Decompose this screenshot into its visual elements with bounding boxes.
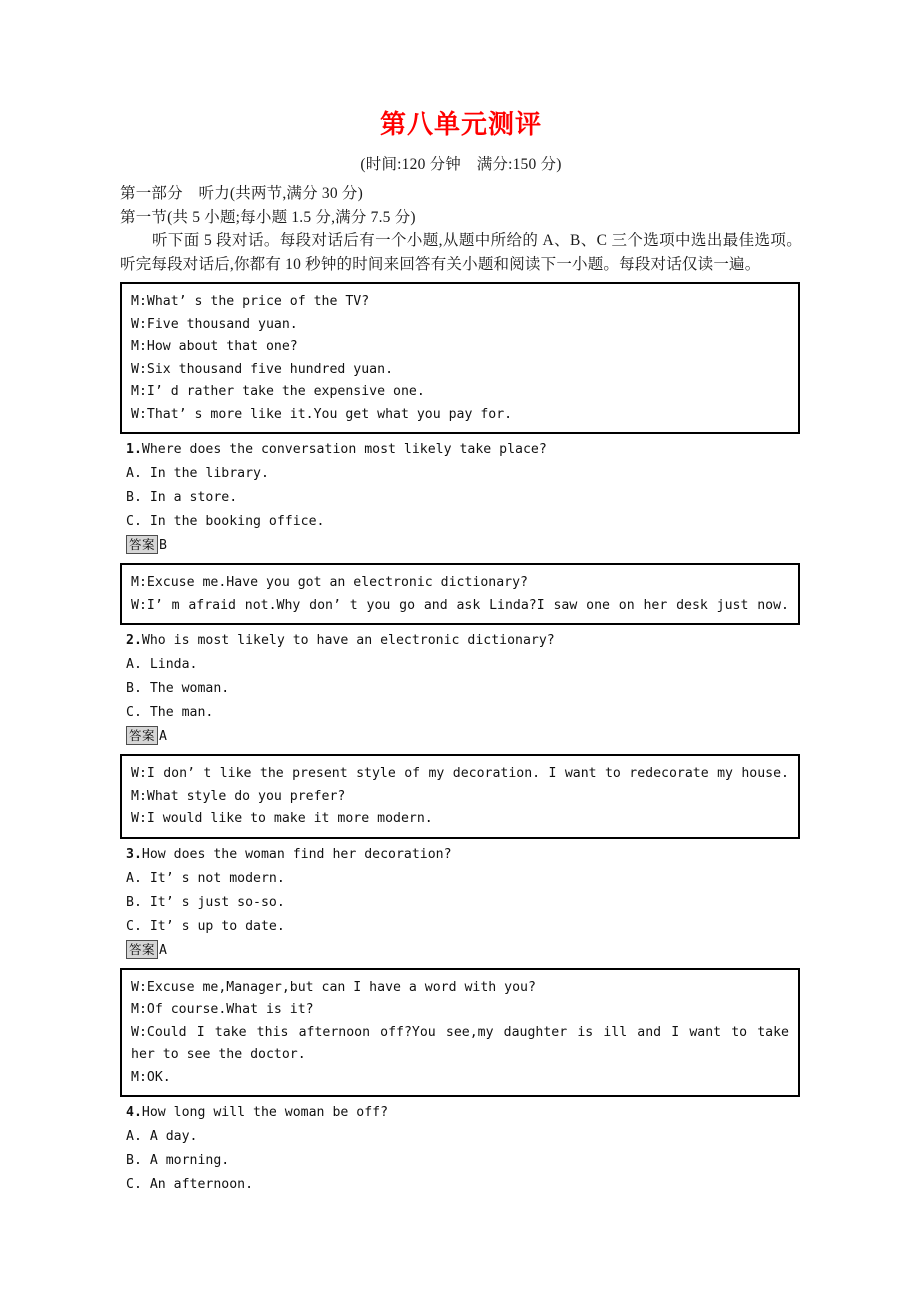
question-text: How long will the woman be off? bbox=[141, 1105, 389, 1120]
dialogue-line: W:Six thousand five hundred yuan. bbox=[131, 361, 394, 377]
listening-instructions: 听下面 5 段对话。每段对话后有一个小题,从题中所给的 A、B、C 三个选项中选出最佳选项。听完每段对话后,你都有 10 秒钟的时间来回答有关小题和阅读下一小题。每段对话仅读一遍。 bbox=[120, 232, 802, 273]
question-stem bbox=[126, 843, 802, 867]
dialogue-box bbox=[120, 968, 800, 1098]
dialogue-line: W:That’ s more like it.You get what you pay for. bbox=[131, 406, 513, 422]
question-number: 2. bbox=[126, 633, 142, 648]
question-option[interactable]: C. It’ s up to date. bbox=[126, 918, 285, 934]
dialogue-box bbox=[120, 754, 800, 839]
answer-label-badge: 答案 bbox=[126, 940, 158, 959]
question-number: 4. bbox=[126, 1105, 142, 1120]
question-option[interactable]: B. In a store. bbox=[126, 490, 238, 505]
question-option[interactable]: A. Linda. bbox=[126, 657, 198, 672]
question-number: 3. bbox=[126, 846, 142, 862]
page-title: 第八单元测评 bbox=[379, 110, 542, 140]
dialogue-line: W:I don’ t like the present style of my decoration. I want to redecorate my house. bbox=[131, 766, 789, 781]
part-one-heading: 第一部分 听力(共两节,满分 30 分) bbox=[120, 185, 363, 202]
exam-info: (时间:120 分钟 满分:150 分) bbox=[360, 156, 562, 173]
dialogue-line: W:Could I take this afternoon off?You see,my daughter is ill and I want to take her to see the doctor. bbox=[131, 1024, 797, 1062]
question-item bbox=[120, 843, 802, 939]
question-text: How does the woman find her decoration? bbox=[141, 846, 452, 862]
question-stem bbox=[126, 438, 802, 462]
dialogue-line: M:OK. bbox=[131, 1069, 171, 1085]
answer-value: A bbox=[159, 729, 167, 744]
question-option[interactable]: A. In the library. bbox=[126, 466, 269, 481]
question-option[interactable]: C. In the booking office. bbox=[126, 514, 325, 529]
dialogue-line: M:What’ s the price of the TV? bbox=[131, 294, 370, 309]
question-number: 1. bbox=[126, 442, 142, 457]
question-option[interactable]: C. An afternoon. bbox=[126, 1177, 254, 1192]
answer-row bbox=[120, 534, 802, 557]
question-option[interactable]: B. A morning. bbox=[126, 1153, 230, 1168]
answer-row bbox=[120, 725, 802, 748]
question-text: Where does the conversation most likely take place? bbox=[141, 442, 547, 457]
question-text: Who is most likely to have an electronic dictionary? bbox=[141, 633, 555, 648]
question-item bbox=[120, 629, 802, 725]
question-option[interactable]: B. The woman. bbox=[126, 681, 230, 696]
question-option[interactable]: A. It’ s not modern. bbox=[126, 870, 285, 886]
dialogue-line: M:Excuse me.Have you got an electronic dictionary? bbox=[131, 575, 528, 590]
question-option[interactable]: A. A day. bbox=[126, 1129, 198, 1144]
dialogue-line: M:How about that one? bbox=[131, 339, 298, 354]
answer-row bbox=[120, 939, 802, 962]
dialogue-line: M:I’ d rather take the expensive one. bbox=[131, 384, 425, 399]
dialogue-line: M:What style do you prefer? bbox=[131, 788, 346, 804]
question-option[interactable]: B. It’ s just so-so. bbox=[126, 894, 285, 910]
dialogue-line: W:Five thousand yuan. bbox=[131, 316, 298, 332]
question-option[interactable]: C. The man. bbox=[126, 705, 214, 720]
question-stem bbox=[126, 629, 802, 653]
question-item bbox=[120, 1101, 802, 1197]
page-content bbox=[120, 108, 802, 1197]
dialogue-box bbox=[120, 282, 800, 434]
answer-value: B bbox=[159, 538, 167, 553]
dialogue-line: M:Of course.What is it? bbox=[131, 1002, 314, 1017]
question-stem bbox=[126, 1101, 802, 1125]
dialogue-line: W:I’ m afraid not.Why don’ t you go and ask Linda?I saw one on her desk just now. bbox=[131, 597, 789, 613]
answer-value: A bbox=[159, 942, 167, 958]
dialogue-box bbox=[120, 563, 800, 625]
answer-label-badge: 答案 bbox=[126, 726, 158, 745]
section-one-heading: 第一节(共 5 小题;每小题 1.5 分,满分 7.5 分) bbox=[120, 208, 416, 226]
dialogue-line: W:Excuse me,Manager,but can I have a word with you? bbox=[131, 979, 536, 995]
answer-label-badge: 答案 bbox=[126, 535, 158, 554]
dialogue-line: W:I would like to make it more modern. bbox=[131, 811, 433, 826]
question-item bbox=[120, 438, 802, 534]
